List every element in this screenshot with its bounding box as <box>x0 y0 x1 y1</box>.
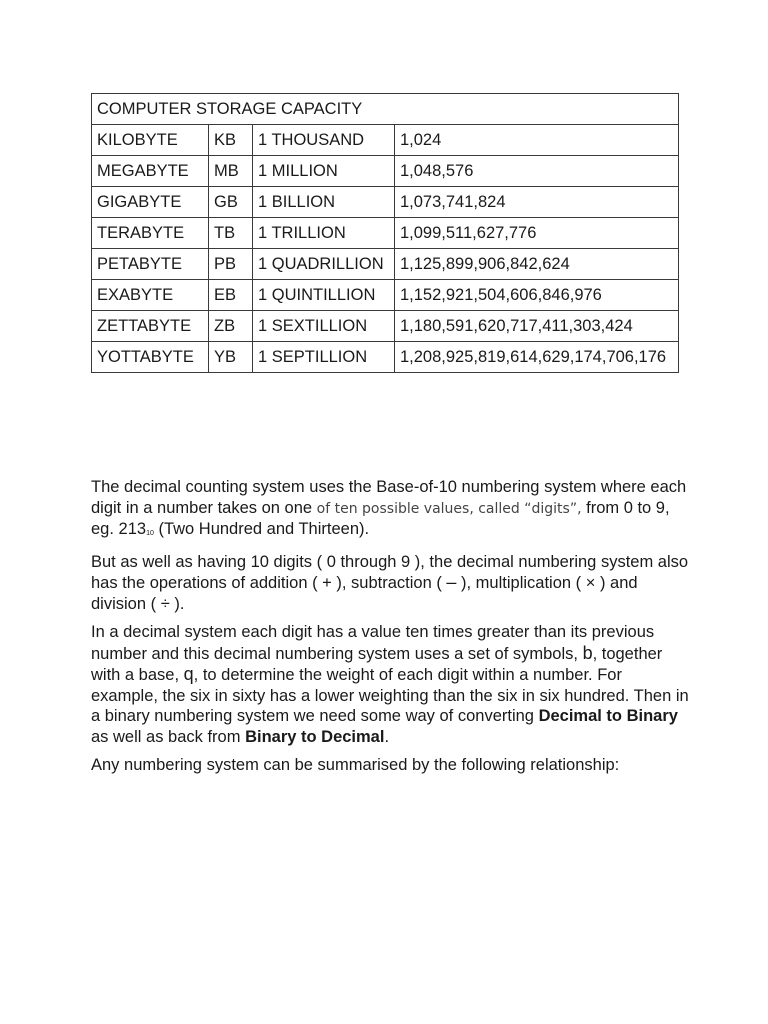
paragraph-3 <box>91 622 691 747</box>
text-run: ). <box>169 594 185 613</box>
unit-abbr-cell: KB <box>209 125 253 156</box>
paragraph-1 <box>91 477 691 544</box>
table-row <box>92 249 679 280</box>
text-run: from 0 to 9, eg. 213 <box>91 498 670 538</box>
paragraph-2 <box>91 552 691 615</box>
text-run: . <box>384 727 390 746</box>
magnitude-cell: 1 QUADRILLION <box>253 249 395 280</box>
text-run: In a decimal system each digit has a value ten times greater than its previous number and this decimal numbering system uses a set of symbols, <box>91 623 655 663</box>
times-symbol: × <box>585 574 596 592</box>
paragraph-4: Any numbering system can be summarised by the following relationship: <box>91 756 620 774</box>
magnitude-cell: 1 SEPTILLION <box>253 342 395 373</box>
magnitude-cell: 1 MILLION <box>253 156 395 187</box>
magnitude-cell: 1 QUINTILLION <box>253 280 395 311</box>
table-title-row <box>92 94 679 125</box>
table-row <box>92 280 679 311</box>
subscript: 10 <box>146 530 154 537</box>
unit-abbr-cell: ZB <box>209 311 253 342</box>
divide-symbol: ÷ <box>160 594 170 613</box>
unit-abbr-cell: PB <box>209 249 253 280</box>
unit-name-cell: TERABYTE <box>92 218 209 249</box>
text-run: (Two Hundred and Thirteen). <box>153 520 370 538</box>
bytes-cell: 1,099,511,627,776 <box>395 218 679 249</box>
unit-abbr-cell: MB <box>209 156 253 187</box>
unit-name-cell: PETABYTE <box>92 249 209 280</box>
symbol-q: q <box>183 664 194 684</box>
text-run: But as well as having 10 digits ( 0 through 9 ), the decimal numbering system also has the operations of addition ( + ), subtraction ( <box>91 552 689 592</box>
unit-abbr-cell: TB <box>209 218 253 249</box>
table-row <box>92 187 679 218</box>
text-run: , together with a base, <box>91 644 663 684</box>
unit-abbr-cell: YB <box>209 342 253 373</box>
table-title: COMPUTER STORAGE CAPACITY <box>92 94 679 125</box>
bytes-cell: 1,152,921,504,606,846,976 <box>395 280 679 311</box>
text-run: ) and division ( <box>91 574 638 613</box>
bytes-cell: 1,208,925,819,614,629,174,706,176 <box>395 342 679 373</box>
bytes-cell: 1,024 <box>395 125 679 156</box>
magnitude-cell: 1 BILLION <box>253 187 395 218</box>
storage-capacity-table <box>91 93 679 373</box>
bold-text: Binary to Decimal <box>245 727 385 746</box>
text-run: of ten possible values, called “digits”, <box>316 500 582 517</box>
text-run: , to determine the weight of each digit within a number. For example, the six in sixty has a lower weighting than the six in six hundred. Then in a binary numbering system we need some way of converting <box>91 666 689 725</box>
minus-symbol: – <box>446 572 457 592</box>
bytes-cell: 1,073,741,824 <box>395 187 679 218</box>
body-text <box>91 477 691 784</box>
text-run: ), multiplication ( <box>456 574 586 592</box>
table-row <box>92 125 679 156</box>
table-row <box>92 311 679 342</box>
magnitude-cell: 1 THOUSAND <box>253 125 395 156</box>
bytes-cell: 1,125,899,906,842,624 <box>395 249 679 280</box>
text-run: as well as back from <box>91 727 246 746</box>
unit-name-cell: KILOBYTE <box>92 125 209 156</box>
bold-text: Decimal to Binary <box>538 707 678 725</box>
magnitude-cell: 1 SEXTILLION <box>253 311 395 342</box>
table-row <box>92 218 679 249</box>
magnitude-cell: 1 TRILLION <box>253 218 395 249</box>
unit-name-cell: GIGABYTE <box>92 187 209 218</box>
unit-name-cell: ZETTABYTE <box>92 311 209 342</box>
unit-name-cell: YOTTABYTE <box>92 342 209 373</box>
bytes-cell: 1,048,576 <box>395 156 679 187</box>
table-row <box>92 342 679 373</box>
symbol-b: b <box>582 642 593 663</box>
unit-abbr-cell: EB <box>209 280 253 311</box>
unit-abbr-cell: GB <box>209 187 253 218</box>
unit-name-cell: EXABYTE <box>92 280 209 311</box>
table-row <box>92 156 679 187</box>
bytes-cell: 1,180,591,620,717,411,303,424 <box>395 311 679 342</box>
text-run: The decimal counting system uses the Base-of-10 numbering system where each digit in a number takes on one <box>91 478 687 517</box>
unit-name-cell: MEGABYTE <box>92 156 209 187</box>
